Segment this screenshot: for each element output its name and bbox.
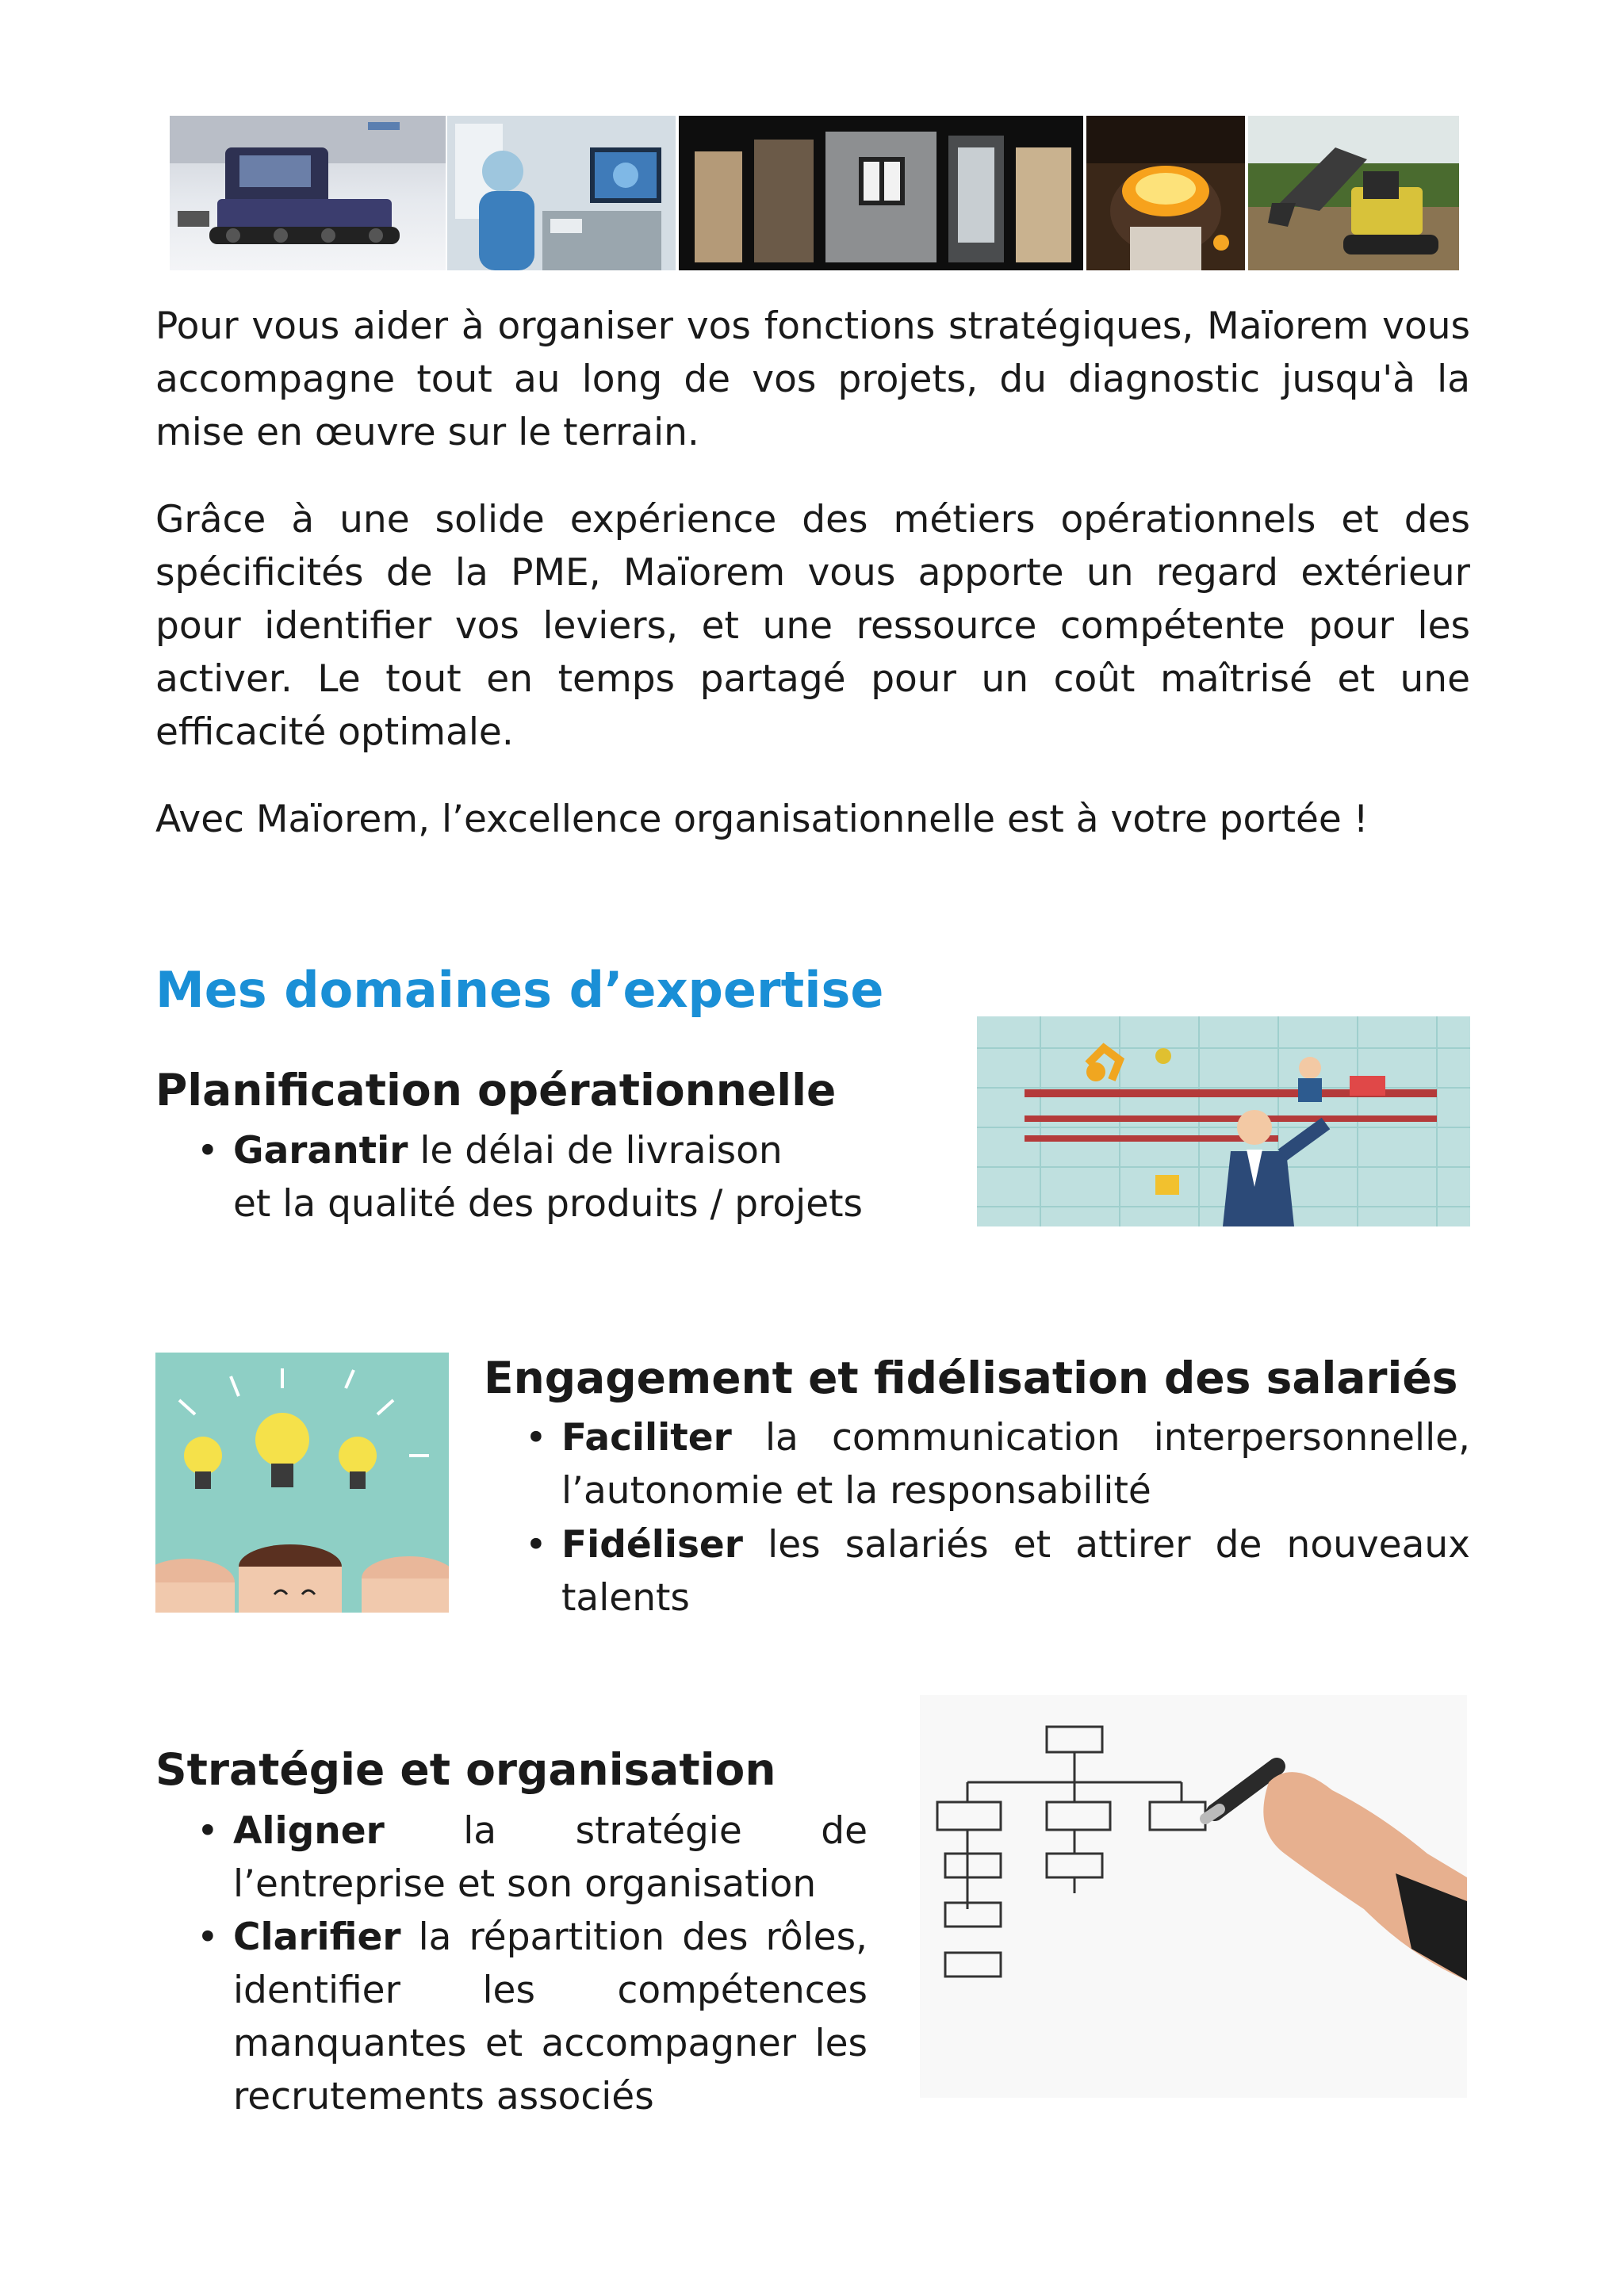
bullet-text: les salariés et attirer de nouveaux talents [561, 1523, 1470, 1620]
bullet-text: la répartition des rôles, identifier les compétences manquantes et accompagner les recrutements associés [233, 1915, 868, 2118]
intro-paragraph-2: Grâce à une solide expérience des métiers opérationnels et des spécificités de la PME, Maïorem vous apporte un regard extérieur pour identifier vos leviers, et une ressource compétente pour les activer. Le tout en temps partagé pour un coût maîtrisé et une efficacité optimale. [155, 498, 1470, 754]
section-title: Mes domaines d’expertise [155, 961, 884, 1019]
bullet-keyword: Garantir [233, 1129, 408, 1173]
bullet-keyword: Faciliter [561, 1416, 732, 1460]
domain-title-engagement: Engagement et fidélisation des salariés [484, 1353, 1458, 1403]
bullet-dot: • [197, 1809, 219, 1853]
bullet-dot: • [525, 1416, 547, 1460]
org-chart-illustration [920, 1695, 1467, 2098]
bullet-garantir [197, 1124, 947, 1230]
bullet-dot: • [197, 1915, 219, 1959]
bullet-keyword: Clarifier [233, 1915, 401, 1959]
bullet-aligner [197, 1804, 868, 1911]
bullet-dot: • [197, 1129, 219, 1173]
bullet-text: la stratégie de l’entreprise et son organisation [233, 1809, 868, 1906]
photo-banner [170, 116, 1459, 270]
bullet-text: la communication interpersonnelle, l’autonomie et la responsabilité [561, 1416, 1470, 1513]
bullet-text: et la qualité des produits / projets [233, 1182, 864, 1226]
foundry-photo [1086, 116, 1245, 270]
laboratory-photo [447, 116, 676, 270]
bullet-keyword: Fidéliser [561, 1523, 743, 1567]
doors-showroom-photo [679, 116, 1083, 270]
bullet-faciliter [525, 1411, 1470, 1517]
snow-vehicle-photo [170, 116, 446, 270]
domain-title-planification: Planification opérationnelle [155, 1065, 837, 1115]
excavator-photo [1248, 116, 1459, 270]
bullet-clarifier [197, 1911, 868, 2123]
bullet-keyword: Aligner [233, 1809, 385, 1853]
intro-paragraph-3: Avec Maïorem, l’excellence organisationnelle est à votre portée ! [155, 798, 1369, 841]
bullet-fideliser [525, 1518, 1470, 1624]
bullet-dot: • [525, 1523, 547, 1567]
planning-illustration [977, 1016, 1470, 1226]
lightbulbs-illustration [155, 1353, 449, 1613]
intro-paragraph-1: Pour vous aider à organiser vos fonctions stratégiques, Maïorem vous accompagne tout au long de vos projets, du diagnostic jusqu'à la mise en œuvre sur le terrain. [155, 304, 1470, 454]
bullet-text: le délai de livraison [408, 1129, 783, 1173]
domain-title-strategie: Stratégie et organisation [155, 1744, 776, 1795]
